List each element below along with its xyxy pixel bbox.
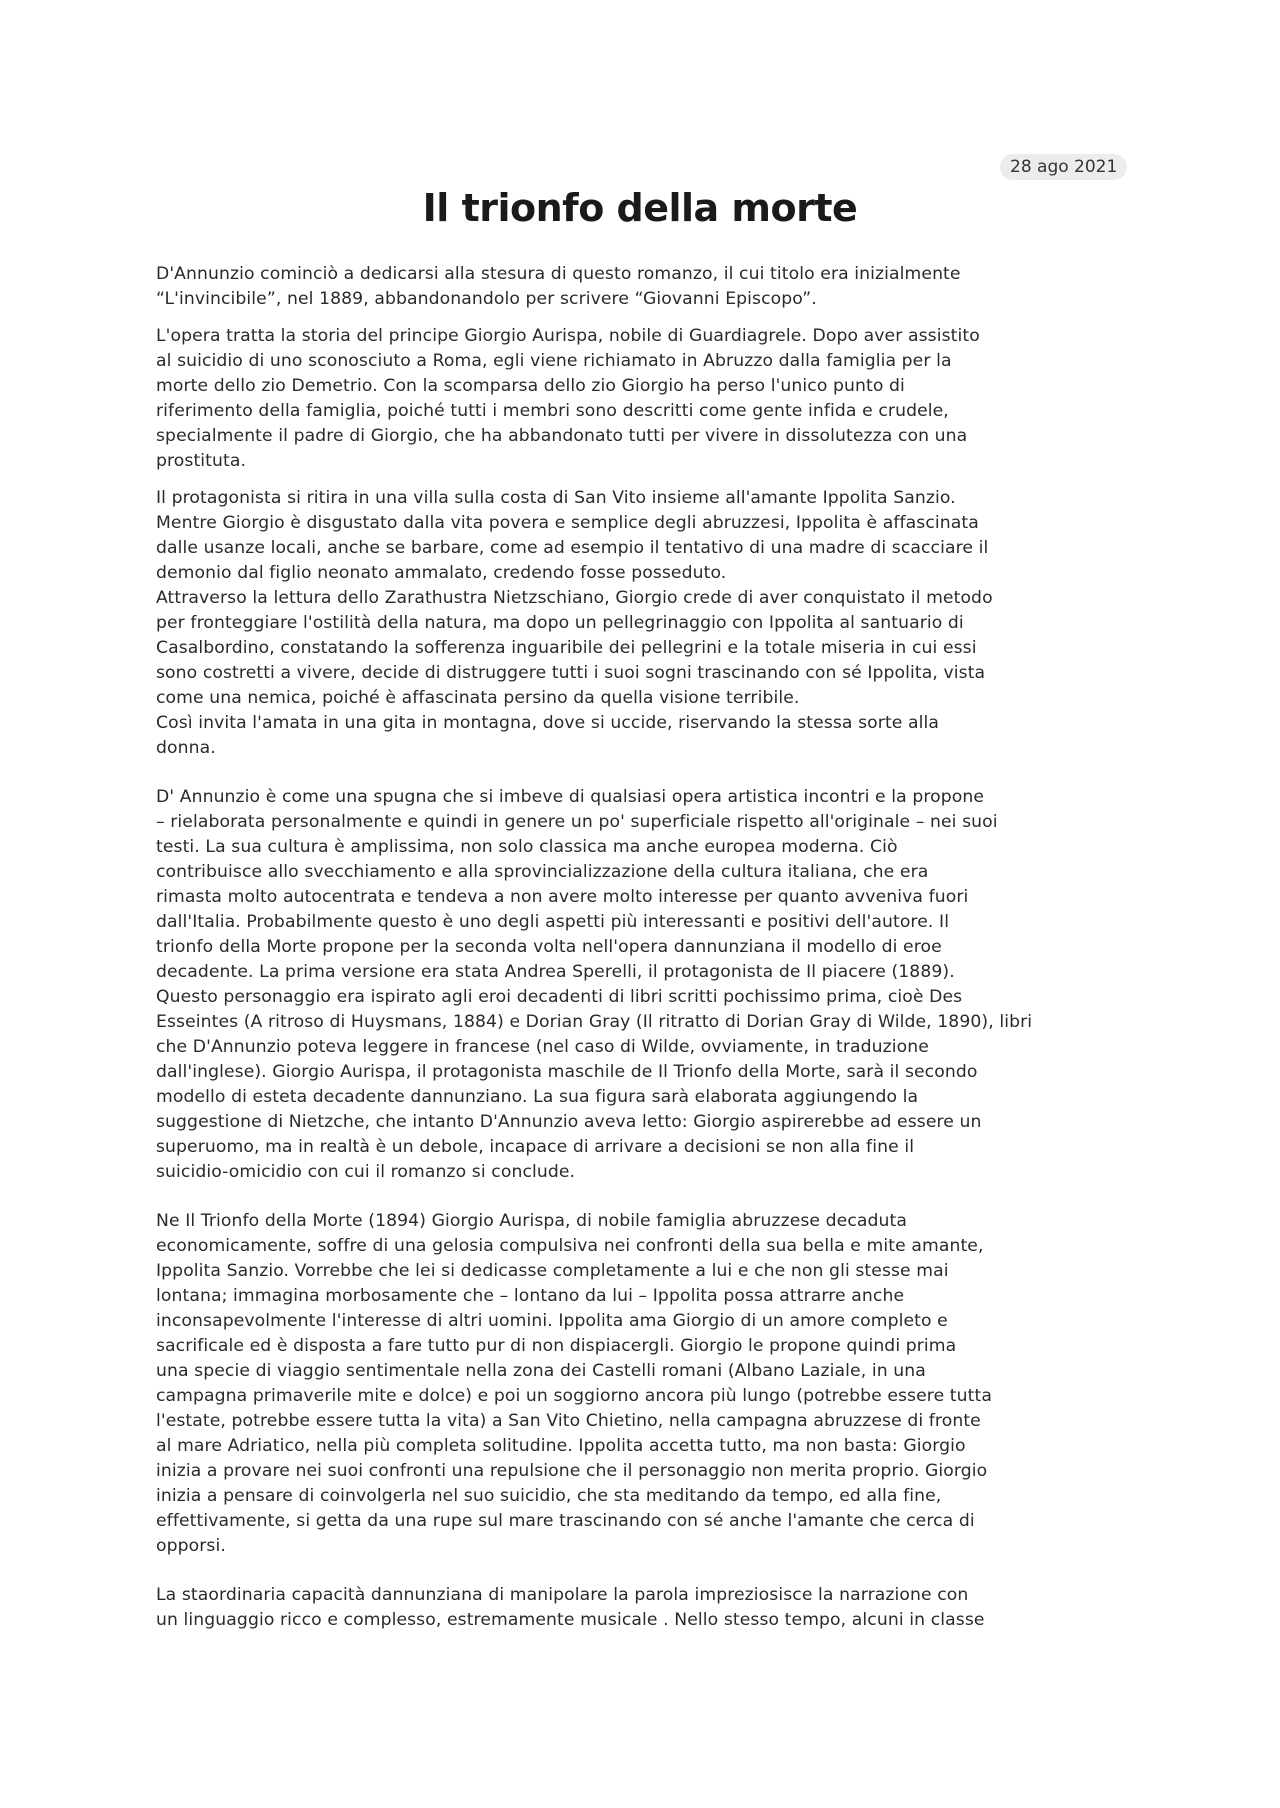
text-line: decadente. La prima versione era stata Andrea Sperelli, il protagonista de Il piacere (1889). bbox=[156, 962, 955, 982]
paragraph bbox=[156, 1209, 1141, 1559]
text-line: suicidio-omicidio con cui il romanzo si conclude. bbox=[156, 1162, 576, 1182]
text-line: sacrificale ed è disposta a fare tutto pur di non dispiacergli. Giorgio le propone quindi prima bbox=[156, 1336, 957, 1356]
paragraph-gap bbox=[156, 761, 1141, 785]
text-line: Così invita l'amata in una gita in montagna, dove si uccide, riservando la stessa sorte alla bbox=[156, 713, 940, 733]
text-line: testi. La sua cultura è amplissima, non solo classica ma anche europea moderna. Ciò bbox=[156, 837, 898, 857]
text-line: un linguaggio ricco e complesso, estremamente musicale . Nello stesso tempo, alcuni in classe bbox=[156, 1610, 985, 1630]
text-line: l'estate, potrebbe essere tutta la vita) a San Vito Chietino, nella campagna abruzzese di fronte bbox=[156, 1411, 981, 1431]
date-badge: 28 ago 2021 bbox=[1000, 154, 1127, 180]
text-line: morte dello zio Demetrio. Con la scomparsa dello zio Giorgio ha perso l'unico punto di bbox=[156, 376, 905, 396]
text-line: al suicidio di uno sconosciuto a Roma, egli viene richiamato in Abruzzo dalla famiglia per la bbox=[156, 351, 952, 371]
text-line: Mentre Giorgio è disgustato dalla vita povera e semplice degli abruzzesi, Ippolita è affascinata bbox=[156, 513, 979, 533]
text-line: che D'Annunzio poteva leggere in francese (nel caso di Wilde, ovviamente, in traduzione bbox=[156, 1037, 929, 1057]
text-line: opporsi. bbox=[156, 1536, 226, 1556]
text-line: Questo personaggio era ispirato agli eroi decadenti di libri scritti pochissimo prima, cioè Des bbox=[156, 987, 963, 1007]
text-line: inconsapevolmente l'interesse di altri uomini. Ippolita ama Giorgio di un amore completo e bbox=[156, 1311, 948, 1331]
text-line: per fronteggiare l'ostilità della natura, ma dopo un pellegrinaggio con Ippolita al santuario di bbox=[156, 613, 964, 633]
paragraph bbox=[156, 1583, 1141, 1633]
text-line: rimasta molto autocentrata e tendeva a non avere molto interesse per quanto avveniva fuori bbox=[156, 887, 969, 907]
paragraph bbox=[156, 324, 1141, 474]
text-line: Il protagonista si ritira in una villa sulla costa di San Vito insieme all'amante Ippolita Sanzio. bbox=[156, 488, 956, 508]
text-line: riferimento della famiglia, poiché tutti i membri sono descritti come gente infida e crudele, bbox=[156, 401, 949, 421]
text-line: lontana; immagina morbosamente che – lontano da lui – Ippolita possa attrarre anche bbox=[156, 1286, 905, 1306]
paragraph-gap bbox=[156, 474, 1141, 486]
text-line: Ne Il Trionfo della Morte (1894) Giorgio Aurispa, di nobile famiglia abruzzese decaduta bbox=[156, 1211, 908, 1231]
text-line: economicamente, soffre di una gelosia compulsiva nei confronti della sua bella e mite amante, bbox=[156, 1236, 984, 1256]
text-line: al mare Adriatico, nella più completa solitudine. Ippolita accetta tutto, ma non basta: Giorgio bbox=[156, 1436, 966, 1456]
text-line: demonio dal figlio neonato ammalato, credendo fosse posseduto. bbox=[156, 563, 727, 583]
paragraph bbox=[156, 486, 1141, 761]
text-line: trionfo della Morte propone per la seconda volta nell'opera dannunziana il modello di eroe bbox=[156, 937, 942, 957]
text-line: inizia a pensare di coinvolgerla nel suo suicidio, che sta meditando da tempo, ed alla fine, bbox=[156, 1486, 942, 1506]
paragraph-gap bbox=[156, 1559, 1141, 1583]
text-line: specialmente il padre di Giorgio, che ha abbandonato tutti per vivere in dissolutezza con una bbox=[156, 426, 968, 446]
text-line: dall'Italia. Probabilmente questo è uno degli aspetti più interessanti e positivi dell'autore. Il bbox=[156, 912, 950, 932]
text-line: prostituta. bbox=[156, 451, 247, 471]
text-line: dall'inglese). Giorgio Aurispa, il protagonista maschile de Il Trionfo della Morte, sarà il secondo bbox=[156, 1062, 978, 1082]
text-line: L'opera tratta la storia del principe Giorgio Aurispa, nobile di Guardiagrele. Dopo aver assistito bbox=[156, 326, 980, 346]
text-line: contribuisce allo svecchiamento e alla sprovincializzazione della cultura italiana, che era bbox=[156, 862, 929, 882]
paragraph-gap bbox=[156, 1185, 1141, 1209]
page-title: Il trionfo della morte bbox=[422, 186, 858, 230]
text-line: Esseintes (A ritroso di Huysmans, 1884) e Dorian Gray (Il ritratto di Dorian Gray di Wilde, 1890), libri bbox=[156, 1012, 1033, 1032]
text-line: campagna primaverile mite e dolce) e poi un soggiorno ancora più lungo (potrebbe essere tutta bbox=[156, 1386, 992, 1406]
text-line: dalle usanze locali, anche se barbare, come ad esempio il tentativo di una madre di scacciare il bbox=[156, 538, 989, 558]
text-line: suggestione di Nietzche, che intanto D'Annunzio aveva letto: Giorgio aspirerebbe ad essere un bbox=[156, 1112, 982, 1132]
paragraph bbox=[156, 785, 1141, 1185]
text-line: “L'invincibile”, nel 1889, abbandonandolo per scrivere “Giovanni Episcopo”. bbox=[156, 289, 817, 309]
text-line: Attraverso la lettura dello Zarathustra Nietzschiano, Giorgio crede di aver conquistato il metodo bbox=[156, 588, 993, 608]
text-line: una specie di viaggio sentimentale nella zona dei Castelli romani (Albano Laziale, in una bbox=[156, 1361, 926, 1381]
text-line: – rielaborata personalmente e quindi in genere un po' superficiale rispetto all'originale – nei suoi bbox=[156, 812, 998, 832]
text-line: La staordinaria capacità dannunziana di manipolare la parola impreziosisce la narrazione con bbox=[156, 1585, 969, 1605]
text-line: modello di esteta decadente dannunziano. La sua figura sarà elaborata aggiungendo la bbox=[156, 1087, 919, 1107]
text-line: superuomo, ma in realtà è un debole, incapace di arrivare a decisioni se non alla fine il bbox=[156, 1137, 915, 1157]
text-line: Ippolita Sanzio. Vorrebbe che lei si dedicasse completamente a lui e che non gli stesse mai bbox=[156, 1261, 949, 1281]
text-line: effettivamente, si getta da una rupe sul mare trascinando con sé anche l'amante che cerca di bbox=[156, 1511, 975, 1531]
paragraph bbox=[156, 262, 1141, 312]
text-line: D' Annunzio è come una spugna che si imbeve di qualsiasi opera artistica incontri e la propone bbox=[156, 787, 985, 807]
document-body bbox=[156, 262, 1141, 1633]
text-line: inizia a provare nei suoi confronti una repulsione che il personaggio non merita proprio. Giorgio bbox=[156, 1461, 988, 1481]
text-line: sono costretti a vivere, decide di distruggere tutti i suoi sogni trascinando con sé Ippolita, vista bbox=[156, 663, 986, 683]
text-line: Casalbordino, constatando la sofferenza inguaribile dei pellegrini e la totale miseria in cui essi bbox=[156, 638, 977, 658]
text-line: D'Annunzio cominciò a dedicarsi alla stesura di questo romanzo, il cui titolo era inizialmente bbox=[156, 264, 961, 284]
paragraph-gap bbox=[156, 312, 1141, 324]
text-line: donna. bbox=[156, 738, 216, 758]
text-line: come una nemica, poiché è affascinata persino da quella visione terribile. bbox=[156, 688, 800, 708]
